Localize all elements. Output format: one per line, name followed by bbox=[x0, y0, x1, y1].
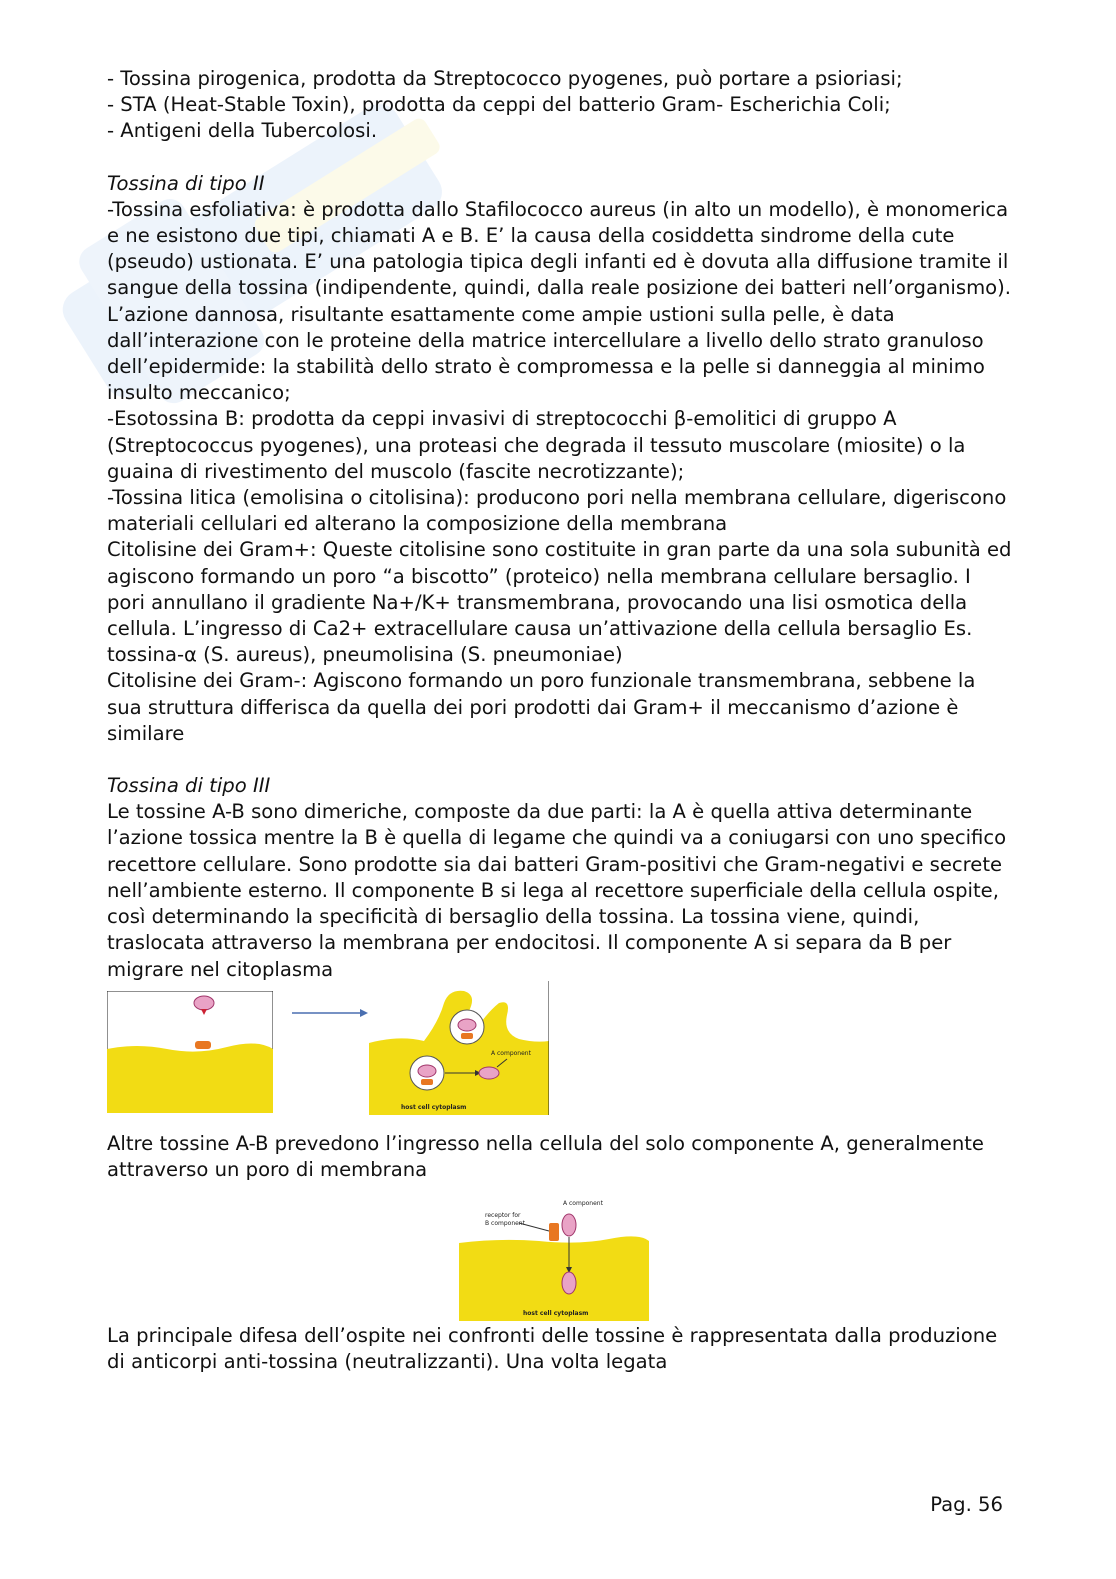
receptor-shape bbox=[421, 1079, 433, 1085]
paragraph: Le tossine A-B sono dimeriche, composte da due parti: la A è quella attiva determinante l’azione tossica mentre la B è quella di legame che quindi va a coniugarsi con uno specifico recettore cellulare. Sono prodotte sia dai batteri Gram-positivi che Gram-negativi e secrete nell’ambiente esterno. Il componente B si lega al recettore superficiale della cellula ospite, così determinando la specificità di bersaglio della tossina. La tossina viene, quindi, traslocata attraverso la membrana per endocitosi. Il componente A si separa da B per migrare nel citoplasma bbox=[107, 800, 1007, 981]
text-line: - Antigeni della Tubercolosi. bbox=[107, 119, 378, 143]
paragraph: Citolisine dei Gram+: Queste citolisine sono costituite in gran parte da una sola subunità ed agiscono formando un poro “a biscotto” (proteico) nella membrana cellulare bersaglio. I pori annullano il gradiente Na+/K+ transmembrana, provocando una lisi osmotica della cellula. L’ingresso di Ca2+ extracellulare causa un’attivazione della cellula bersaglio Es. tossina-α (S. aureus), pneumolisina (S. pneumoniae) bbox=[107, 538, 1012, 667]
paragraph: -Esotossina B: prodotta da ceppi invasivi di streptococchi β-emolitici di gruppo A (Streptococcus pyogenes), una proteasi che degrada il tessuto muscolare (miosite) o la guaina di rivestimento del muscolo (fascite necrotizzante); bbox=[107, 407, 966, 483]
section-heading-tipo-3: Tossina di tipo III bbox=[107, 774, 271, 798]
section-heading-tipo-2: Tossina di tipo II bbox=[107, 171, 265, 195]
figure-label: host cell cytoplasm bbox=[401, 1103, 467, 1111]
toxin-molecule bbox=[194, 996, 214, 1010]
receptor-shape bbox=[549, 1223, 559, 1241]
paragraph: -Tossina esfoliativa: è prodotta dallo Stafilococco aureus (in alto un modello), è monomerica e ne esistono due tipi, chiamati A e B. E’ la causa della cosiddetta sindrome della cute (pseudo) ustionata. E’ una patologia tipica degli infanti ed è dovuta alla diffusione tramite il sangue della tossina (indipendente, quindi, dalla reale posizione dei batteri nell’organismo). L’azione dannosa, risultante esattamente come ampie ustioni sulla pelle, è data dall’interazione con le proteine della matrice intercellulare a livello dello strato granuloso dell’epidermide: la stabilità dello strato è compromessa e la pelle si danneggia al minimo insulto meccanico; bbox=[107, 197, 1012, 405]
figure-label: receptor for bbox=[485, 1212, 521, 1220]
page-content bbox=[107, 66, 1012, 1376]
toxin-molecule bbox=[458, 1019, 476, 1031]
figure-row-ab-toxin bbox=[107, 991, 1012, 1131]
page-number: Pag. 56 bbox=[930, 1493, 1003, 1516]
figure-label: B component bbox=[485, 1220, 525, 1228]
text-line: - Tossina pirogenica, prodotta da Streptococco pyogenes, può portare a psioriasi; bbox=[107, 67, 903, 90]
figure-label: A component bbox=[491, 1049, 531, 1057]
figure-label: host cell cytoplasm bbox=[523, 1310, 589, 1318]
text-line: - STA (Heat-Stable Toxin), prodotta da ceppi del batterio Gram- Escherichia Coli; bbox=[107, 93, 891, 117]
toxin-molecule bbox=[479, 1067, 499, 1079]
toxin-molecule bbox=[562, 1214, 576, 1236]
toxin-molecule bbox=[562, 1272, 576, 1294]
figure-endocytosis bbox=[369, 981, 549, 1115]
receptor-shape bbox=[461, 1033, 473, 1039]
paragraph: Altre tossine A-B prevedono l’ingresso nella cellula del solo componente A, generalmente attraverso un poro di membrana bbox=[107, 1131, 984, 1181]
arrow-icon bbox=[290, 1006, 370, 1020]
figure-toxin-binding bbox=[107, 991, 273, 1113]
paragraph: -Tossina litica (emolisina o citolisina): producono pori nella membrana cellulare, digeriscono materiali cellulari ed alterano la composizione della membrana bbox=[107, 486, 1007, 536]
figure-pore-translocation bbox=[459, 1183, 649, 1321]
paragraph: Citolisine dei Gram-: Agiscono formando un poro funzionale transmembrana, sebbene la sua struttura differisca da quella dei pori prodotti dai Gram+ il meccanismo d’azione è similare bbox=[107, 669, 976, 745]
paragraph: La principale difesa dell’ospite nei confronti delle tossine è rappresentata dalla produzione di anticorpi anti-tossina (neutralizzanti). Una volta legata bbox=[107, 1324, 998, 1374]
receptor-shape bbox=[195, 1041, 211, 1049]
figure-label: A component bbox=[563, 1200, 603, 1208]
toxin-molecule bbox=[418, 1065, 436, 1077]
